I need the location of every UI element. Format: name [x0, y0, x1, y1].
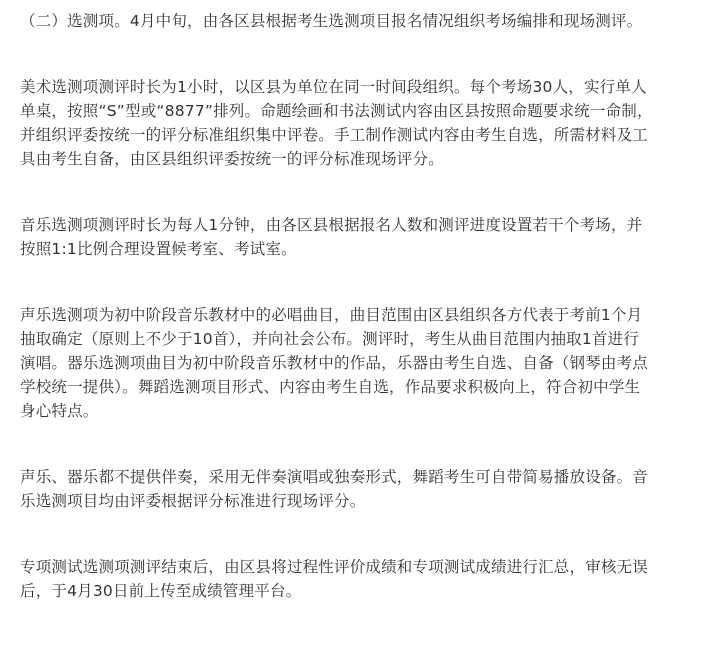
text-line: 声乐、器乐都不提供伴奏，采用无伴奏演唱或独奏形式，舞蹈考生可自带简易播放设备。音 [20, 468, 649, 486]
text-line: 后，于4月30日前上传至成绩管理平台。 [20, 582, 302, 600]
text-line: 按照1:1比例合理设置候考室、考试室。 [20, 240, 297, 258]
text-line: 身心特点。 [20, 402, 99, 420]
text-line: 专项测试选测项测评结束后，由区县将过程性评价成绩和专项测试成绩进行汇总，审核无误 [20, 558, 649, 576]
text-line: （二）选测项。4月中旬，由各区县根据考生选测项目报名情况组织考场编排和现场测评。 [20, 12, 643, 30]
text-line: 演唱。器乐选测项曲目为初中阶段音乐教材中的作品，乐器由考生自选、自备（钢琴由考点 [20, 354, 649, 372]
text-line: 声乐选测项为初中阶段音乐教材中的必唱曲目，曲目范围由区县组织各方代表于考前1个月 [20, 306, 643, 324]
text-line: 具由考生自备，由区县组织评委按统一的评分标准现场评分。 [20, 150, 444, 168]
paragraph-vocal-instrument-dance [20, 303, 681, 423]
paragraph-no-accompaniment [20, 465, 681, 513]
text-line: 学校统一提供）。舞蹈选测项目形式、内容由考生自选，作品要求积极向上，符合初中学生 [20, 378, 641, 396]
text-line: 单桌，按照“S”型或“8877”排列。命题绘画和书法测试内容由区县按照命题要求统一命制， [20, 102, 653, 120]
paragraph-art-test [20, 75, 681, 171]
text-line: 音乐选测项测评时长为每人1分钟，由各区县根据报名人数和测评进度设置若干个考场，并 [20, 216, 643, 234]
text-line: 并组织评委按统一的评分标准组织集中评卷。手工制作测试内容由考生自选，所需材料及工 [20, 126, 649, 144]
paragraph-music-test [20, 213, 681, 261]
paragraph-selected-test-items [20, 9, 681, 33]
text-line: 美术选测项测评时长为1小时，以区县为单位在同一时间段组织。每个考场30人，实行单人 [20, 78, 647, 96]
text-line: 乐选测项目均由评委根据评分标准进行现场评分。 [20, 492, 366, 510]
text-line: 抽取确定（原则上不少于10首），并向社会公布。测评时，考生从曲目范围内抽取1首进行 [20, 330, 640, 348]
paragraph-score-upload [20, 555, 681, 603]
